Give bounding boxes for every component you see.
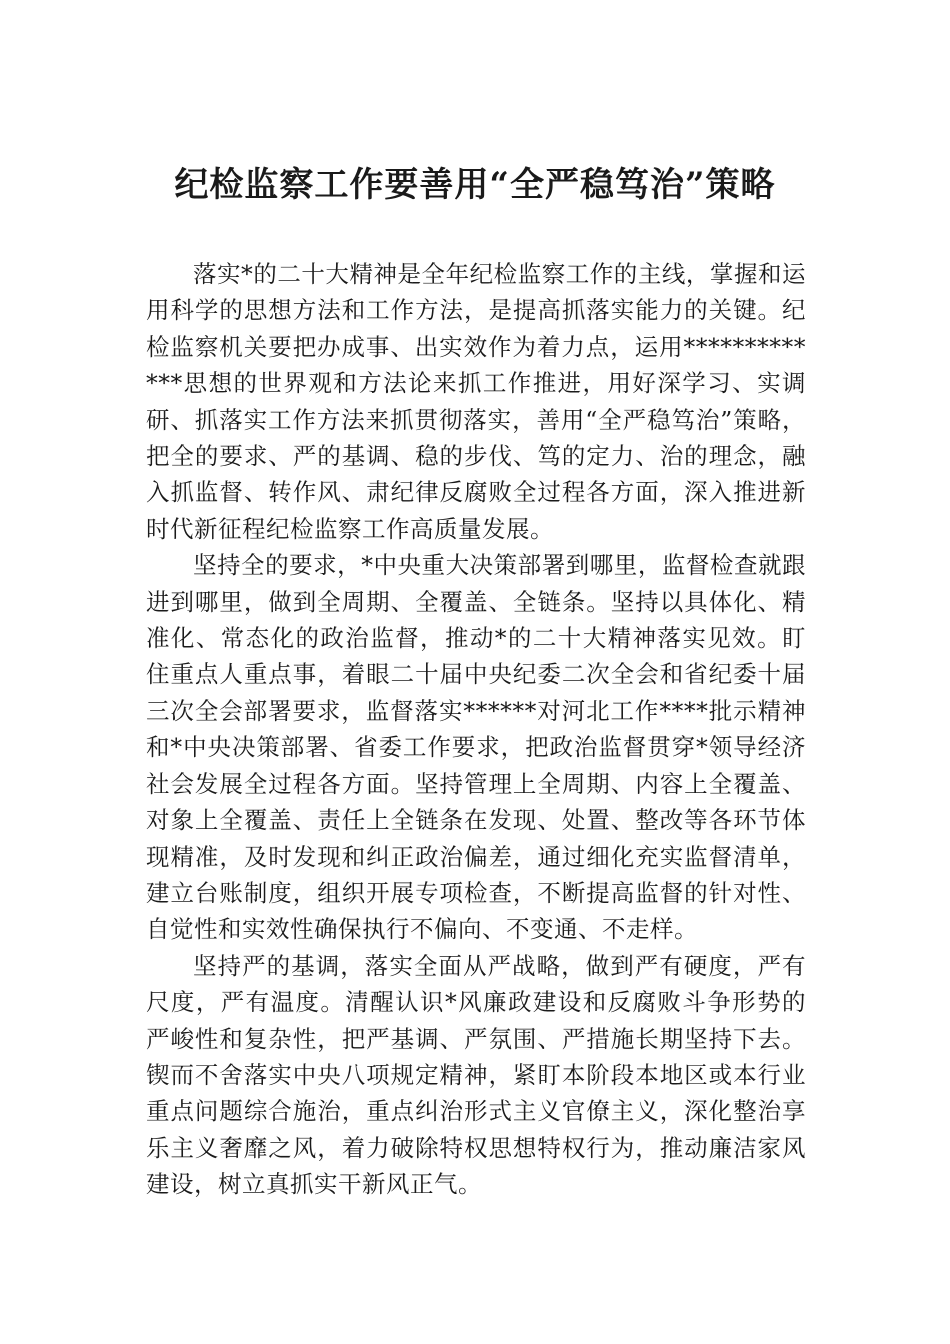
paragraph-1: 落实*的二十大精神是全年纪检监察工作的主线，掌握和运用科学的思想方法和工作方法，是提高抓落实能力的关键。纪检监察机关要把办成事、出实效作为着力点，运用*************思想的世界观和方法论来抓工作推进，用好深学习、实调研、抓落实工作方法来抓贯彻落实，善用“全严稳笃治”策略，把全的要求、严的基调、稳的步伐、笃的定力、治的理念，融入抓监督、转作风、肃纪律反腐败全过程各方面，深入推进新时代新征程纪检监察工作高质量发展。 <box>146 260 806 543</box>
paragraph-3: 坚持严的基调，落实全面从严战略，做到严有硬度，严有尺度，严有温度。清醒认识*风廉政建设和反腐败斗争形势的严峻性和复杂性，把严基调、严氛围、严措施长期坚持下去。锲而不舍落实中央八项规定精神，紧盯本阶段本地区或本行业重点问题综合施治，重点纠治形式主义官僚主义，深化整治享乐主义奢靡之风，着力破除特权思想特权行为，推动廉洁家风建设，树立真抓实干新风正气。 <box>146 951 806 1199</box>
paragraph-2: 坚持全的要求，*中央重大决策部署到哪里，监督检查就跟进到哪里，做到全周期、全覆盖、全链条。坚持以具体化、精准化、常态化的政治监督，推动*的二十大精神落实见效。盯住重点人重点事，着眼二十届中央纪委二次全会和省纪委十届三次全会部署要求，监督落实******对河北工作****批示精神和*中央决策部署、省委工作要求，把政治监督贯穿*领导经济社会发展全过程各方面。坚持管理上全周期、内容上全覆盖、对象上全覆盖、责任上全链条在发现、处置、整改等各环节体现精准，及时发现和纠正政治偏差，通过细化充实监督清单，建立台账制度，组织开展专项检查，不断提高监督的针对性、自觉性和实效性确保执行不偏向、不变通、不走样。 <box>146 551 806 944</box>
document-title: 纪检监察工作要善用“全严稳笃治”策略 <box>174 165 776 205</box>
document-body <box>146 256 806 1203</box>
